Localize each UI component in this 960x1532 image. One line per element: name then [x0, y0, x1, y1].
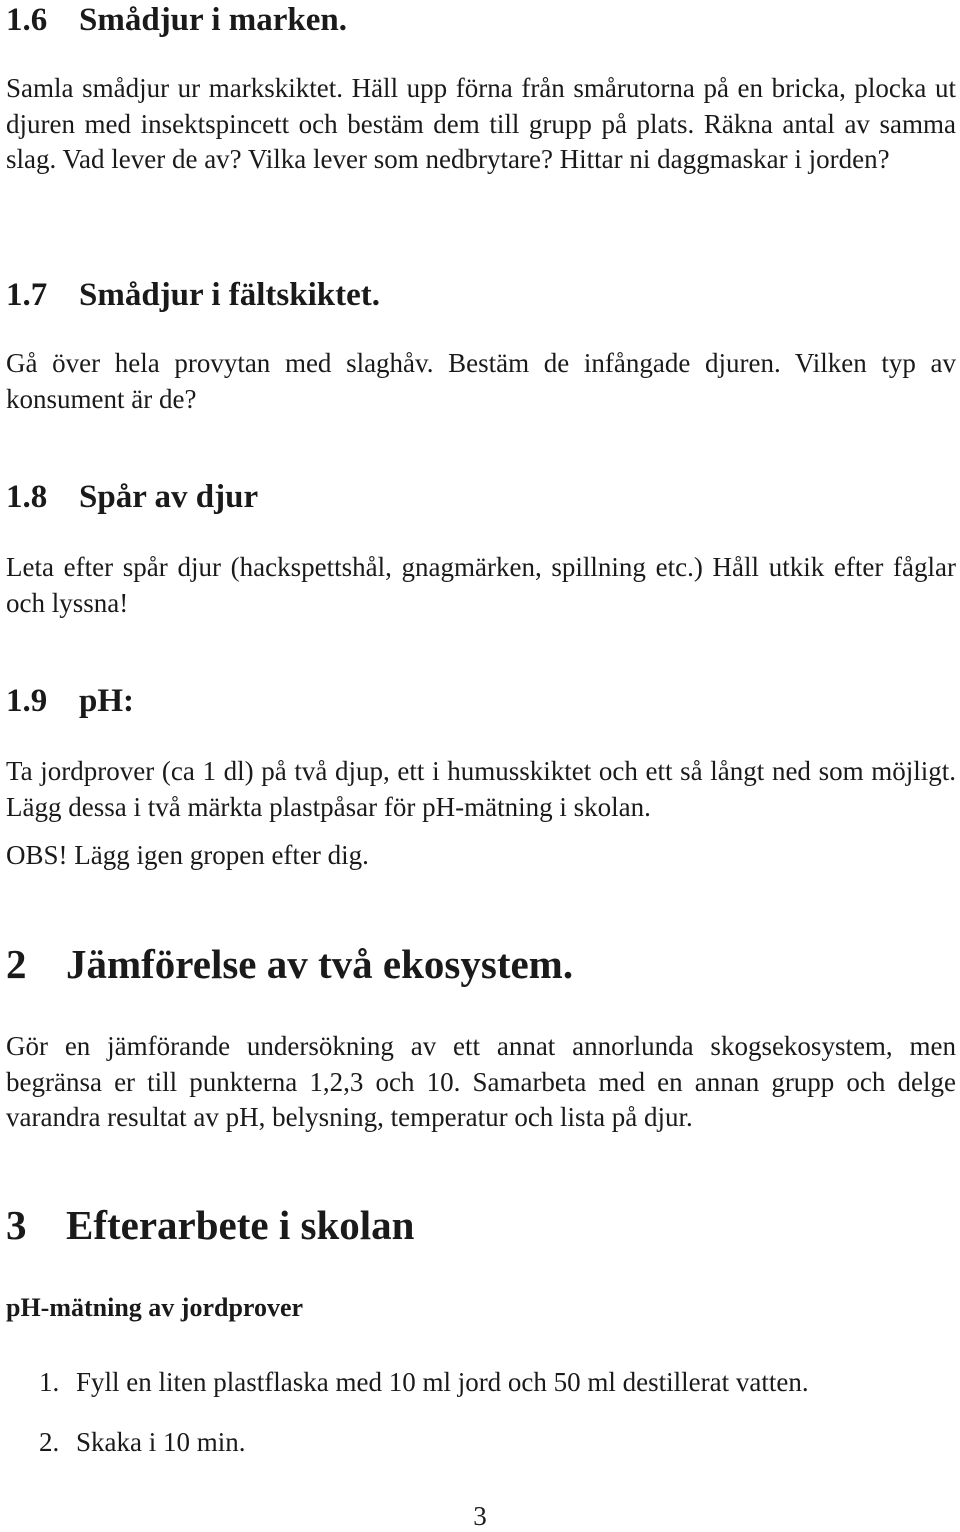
section-title: Smådjur i marken. [79, 2, 347, 38]
section-body-1-9: Ta jordprover (ca 1 dl) på två djup, ett i humusskiktet och ett så långt ned som möjligt. Lägg dessa i två märkta plastpåsar för pH-mätning i skolan. [6, 756, 956, 822]
section-heading-1-6 [6, 0, 956, 40]
chapter-body-2: Gör en jämförande undersökning av ett annat annorlunda skogsekosystem, men begränsa er till punkterna 1,2,3 och 10. Samarbeta med en annan grupp och delge varandra resultat av pH, belysning, temperatur och lista på djur. [6, 1031, 956, 1132]
chapter-heading-3 [6, 1201, 956, 1249]
list-item [39, 1426, 246, 1458]
section-number: 1.9 [6, 683, 48, 719]
section-number: 1.6 [6, 2, 48, 38]
section-title: pH: [79, 683, 135, 719]
section-heading-1-9 [6, 681, 956, 721]
list-item-number: 1. [39, 1367, 60, 1397]
section-title: Spår av djur [79, 479, 259, 515]
chapter-number: 2 [6, 941, 27, 987]
section-title: Smådjur i fältskiktet. [79, 277, 380, 313]
section-body-1-8: Leta efter spår djur (hackspettshål, gnagmärken, spillning etc.) Håll utkik efter fåglar och lyssna! [6, 552, 956, 618]
section-note-1-9: OBS! Lägg igen gropen efter dig. [6, 840, 369, 870]
section-number: 1.8 [6, 479, 48, 515]
section-heading-1-8 [6, 477, 956, 517]
list-item-text: Fyll en liten plastflaska med 10 ml jord och 50 ml destillerat vatten. [76, 1367, 809, 1397]
list-item-number: 2. [39, 1427, 60, 1457]
section-number: 1.7 [6, 277, 48, 313]
chapter-number: 3 [6, 1202, 27, 1248]
list-item [39, 1366, 809, 1398]
section-body-1-7: Gå över hela provytan med slaghåv. Bestäm de infångade djuren. Vilken typ av konsument är de? [6, 348, 956, 414]
chapter-heading-2 [6, 940, 956, 988]
section-heading-1-7 [6, 275, 956, 315]
chapter-title: Jämförelse av två ekosystem. [66, 941, 574, 987]
page-number: 3 [473, 1501, 487, 1531]
list-item-text: Skaka i 10 min. [76, 1427, 246, 1457]
section-body-1-6: Samla smådjur ur markskiktet. Häll upp förna från smårutorna på en bricka, plocka ut djuren med insektspincett och bestäm dem till grupp på plats. Räkna antal av samma slag. Vad lever de av? Vilka lever som nedbrytare? Hittar ni daggmaskar i jorden? [6, 73, 956, 174]
subheading-ph-matning: pH-mätning av jordprover [6, 1293, 304, 1322]
chapter-title: Efterarbete i skolan [66, 1202, 415, 1248]
